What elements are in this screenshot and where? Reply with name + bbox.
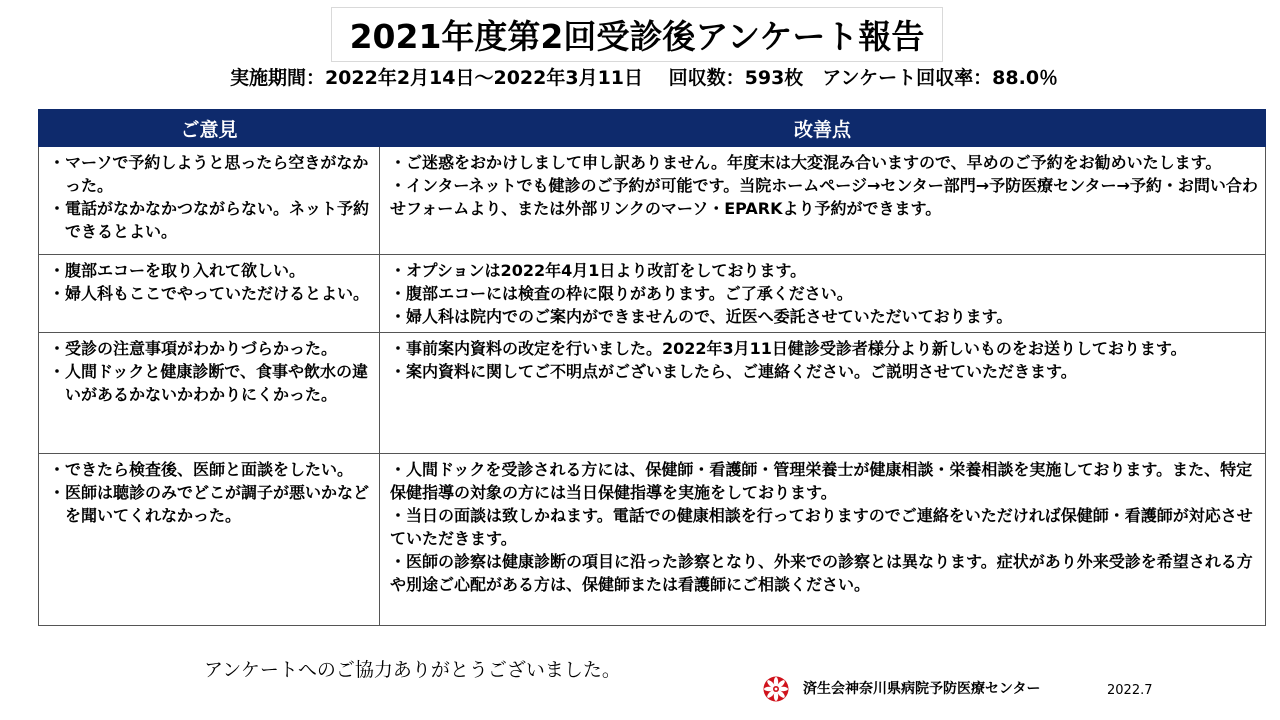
opinion-line: ・電話がなかなかつながらない。ネット予約できるとよい。 xyxy=(49,199,370,241)
table-row xyxy=(39,333,1266,454)
table-row xyxy=(39,255,1266,333)
improvement-cell xyxy=(380,333,1266,454)
survey-summary: 実施期間：2022年2月14日～2022年3月11日 回収数：593枚 アンケート回収率：88.0％ xyxy=(229,67,1059,89)
opinion-line: ・マーソで予約しようと思ったら空きがなかった。 xyxy=(49,153,369,195)
organization-name: 済生会神奈川県病院予防医療センター xyxy=(803,681,1041,697)
opinion-cell xyxy=(39,333,380,454)
table-row xyxy=(39,147,1266,255)
column-header-opinion: ご意見 xyxy=(39,110,380,147)
page-title: 2021年度第2回受診後アンケート報告 xyxy=(331,7,943,62)
improvement-line: ・案内資料に関してご不明点がございましたら、ご連絡ください。ご説明させていただきます。 xyxy=(390,362,1077,381)
saiseikai-flower-icon xyxy=(763,676,789,702)
improvement-line: ・医師の診察は健康診断の項目に沿った診察となり、外来での診察とは異なります。症状があり外来受診を希望される方や別途ご心配がある方は、保健師または看護師にご相談ください。 xyxy=(390,552,1253,594)
improvement-line: ・ご迷惑をおかけしまして申し訳ありません。年度末は大変混み合いますので、早めのご予約をお勧めいたします。 xyxy=(390,153,1222,172)
improvement-cell xyxy=(380,454,1266,626)
improvement-line: ・事前案内資料の改定を行いました。2022年3月11日健診受診者様分より新しいものをお送りしております。 xyxy=(390,339,1187,358)
opinion-line: ・医師は聴診のみでどこが調子が悪いかなどを聞いてくれなかった。 xyxy=(49,483,370,525)
opinion-line: ・受診の注意事項がわかりづらかった。 xyxy=(49,339,338,358)
improvement-line: ・婦人科は院内でのご案内ができませんので、近医へ委託させていただいております。 xyxy=(390,307,1013,326)
improvement-cell xyxy=(380,147,1266,255)
table-header-row xyxy=(39,110,1266,147)
opinion-cell xyxy=(39,255,380,333)
improvement-line: ・人間ドックを受診される方には、保健師・看護師・管理栄養士が健康相談・栄養相談を実施しております。また、特定保健指導の対象の方には当日保健指導を実施をしております。 xyxy=(390,460,1253,502)
thanks-message: アンケートへのご協力ありがとうございました。 xyxy=(204,659,621,681)
opinion-line: ・人間ドックと健康診断で、食事や飲水の違いがあるかないかわかりにくかった。 xyxy=(49,362,369,404)
improvement-line: ・オプションは2022年4月1日より改訂をしております。 xyxy=(390,261,807,280)
opinion-cell xyxy=(39,454,380,626)
report-date: 2022.7 xyxy=(1107,683,1153,698)
opinion-line: ・できたら検査後、医師と面談をしたい。 xyxy=(49,460,354,479)
survey-table xyxy=(38,109,1266,626)
column-header-improvement: 改善点 xyxy=(380,110,1266,147)
improvement-cell xyxy=(380,255,1266,333)
opinion-line: ・腹部エコーを取り入れて欲しい。 xyxy=(49,261,306,280)
improvement-line: ・腹部エコーには検査の枠に限りがあります。ご了承ください。 xyxy=(390,284,853,303)
table-row xyxy=(39,454,1266,626)
improvement-line: ・当日の面談は致しかねます。電話での健康相談を行っておりますのでご連絡をいただければ保健師・看護師が対応させていただきます。 xyxy=(390,506,1253,548)
improvement-line: ・インターネットでも健診のご予約が可能です。当院ホームページ→センター部門→予防医療センター→予約・お問い合わせフォームより、または外部リンクのマーソ・EPARKより予約ができます。 xyxy=(390,176,1258,218)
opinion-line: ・婦人科もここでやっていただけるとよい。 xyxy=(49,284,370,303)
opinion-cell xyxy=(39,147,380,255)
